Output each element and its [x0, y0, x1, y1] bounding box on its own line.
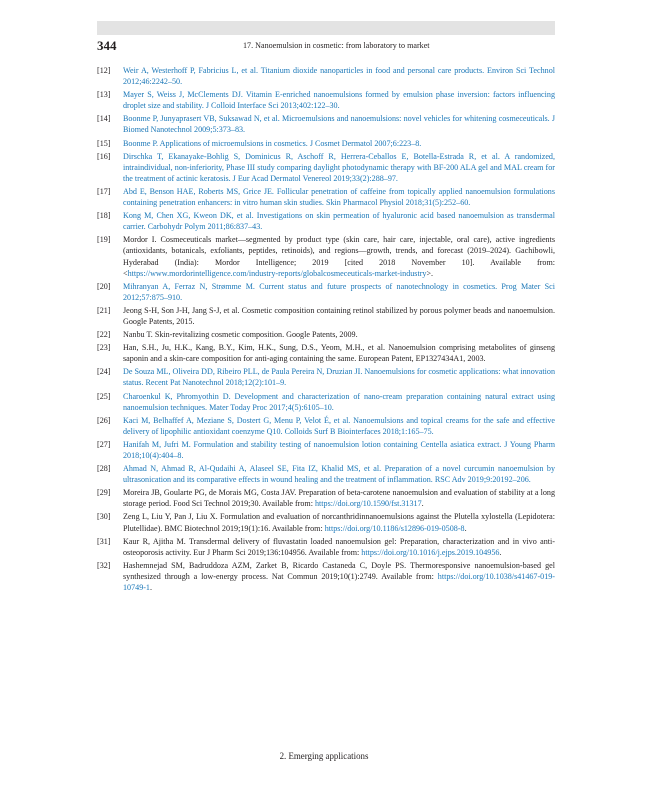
reference-item	[97, 210, 555, 232]
reference-number: [31]	[97, 536, 111, 546]
reference-number: [26]	[97, 415, 111, 425]
reference-number: [28]	[97, 464, 111, 474]
reference-link[interactable]: Hanifah M, Jufri M. Formulation and stability testing of nanoemulsion lotion containing Centella asiatica extract. J Young Pharm 2018;10(4):404–8.	[123, 439, 555, 460]
reference-number: [18]	[97, 211, 111, 221]
reference-item	[97, 415, 555, 437]
reference-number: [16]	[97, 151, 111, 161]
reference-item	[97, 439, 555, 461]
reference-link[interactable]: Abd E, Benson HAE, Roberts MS, Grice JE. Follicular penetration of caffeine from topically applied nanoemulsion formulations containing penetration enhancers: in vitro human skin studies. Skin Pharmacol Physiol 2018;31(5):252–60.	[123, 186, 555, 208]
reference-link[interactable]: Ahmad N, Ahmad R, Al-Qudaihi A, Alaseel SE, Fita IZ, Khalid MS, et al. Preparation of a novel curcumin nanoemulsion by ultrasonication and its comparative effects in wound healing and the treatment of inflammation. RSC Adv 2019;9:20192–206.	[123, 464, 555, 485]
reference-text: Jeong S-H, Son J-H, Jang S-J, et al. Cosmetic composition containing retinol stabilized by porous polymer beads and nanoemulsion. Google Patents, 2015.	[123, 305, 555, 326]
reference-url-link[interactable]: https://doi.org/10.1186/s12896-019-0508-8	[324, 523, 465, 533]
reference-text: Kaur R, Ajitha M. Transdermal delivery of fluvastatin loaded nanoemulsion gel: Preparation, characterization and in vivo anti-osteoporosis activity. Eur J Pharm Sci 2019;136:104956. Available from:	[123, 536, 555, 557]
reference-link[interactable]: Dirschka T, Ekanayake-Bohlig S, Dominicus R, Aschoff R, Herrera-Ceballos E, Botella-Estrada R, et al. A randomized, intraindividual, non-inferiority, Phase III study comparing daylight photodynamic therapy with BF-200 ALA gel and MAL cream for the treatment of actinic keratosis. J Eur Acad Dermatol Venereol 2019;33(2):288–97.	[123, 151, 555, 183]
reference-text-end: .	[149, 583, 153, 593]
reference-url-link[interactable]: https://doi.org/10.1038/s41467-019-10749-1	[123, 571, 555, 593]
reference-list	[97, 65, 555, 595]
reference-item	[97, 511, 555, 533]
reference-link[interactable]: Mihranyan A, Ferraz N, Strømme M. Current status and future prospects of nanotechnology in cosmetics. Prog Mater Sci 2012;57:875–910.	[123, 281, 555, 302]
reference-number: [15]	[97, 138, 111, 148]
reference-link[interactable]: Charoenkul K, Phromyothin D. Development and characterization of nano-cream preparation containing natural extract using nanoemulsion techniques. Mater Today Proc 2017;4(5):6105–10.	[123, 391, 555, 412]
reference-item	[97, 463, 555, 485]
page-number: 344	[97, 38, 117, 53]
reference-link[interactable]: Mayer S, Weiss J, McClements DJ. Vitamin E-enriched nanoemulsions formed by emulsion phase inversion: factors influencing droplet size and stability. J Colloid Interface Sci 2013;402:122–30.	[123, 90, 555, 111]
reference-text-end: .	[464, 523, 467, 533]
reference-item	[97, 391, 555, 413]
reference-number: [29]	[97, 488, 111, 498]
section-footer: 2. Emerging applications	[279, 751, 369, 761]
reference-number: [21]	[97, 305, 111, 315]
reference-number: [32]	[97, 560, 111, 570]
reference-item	[97, 151, 555, 184]
reference-number: [14]	[97, 114, 111, 124]
reference-item	[97, 65, 555, 87]
running-title: 17. Nanoemulsion in cosmetic: from laboratory to market	[243, 41, 430, 50]
reference-text: Hashemnejad SM, Badruddoza AZM, Zarket B, Ricardo Castaneda C, Doyle PS. Thermoresponsive nanoemulsion-based gel synthesized through a low-energy process. Nat Commun 2019;10(1):2749. Available from:	[123, 560, 555, 581]
reference-item	[97, 234, 555, 278]
reference-item	[97, 560, 555, 593]
reference-item	[97, 342, 555, 364]
reference-item	[97, 536, 555, 558]
reference-link[interactable]: Boonme P, Junyaprasert VB, Suksawad N, et al. Microemulsions and nanoemulsions: novel vehicles for whitening cosmeceuticals. J Biomed Nanotechnol 2009;5:373–83.	[123, 114, 555, 135]
reference-text-end: .	[499, 547, 502, 557]
reference-number: [20]	[97, 281, 111, 291]
reference-link[interactable]: De Souza ML, Oliveira DD, Ribeiro PLL, de Paula Pereira N, Druzian JI. Nanoemulsions for cosmetic applications: what innovation status. Recent Pat Nanotechnol 2018;12(2):101–9.	[123, 367, 555, 388]
reference-url-link[interactable]: https://doi.org/10.1016/j.ejps.2019.104956	[361, 547, 500, 557]
reference-number: [13]	[97, 90, 111, 100]
reference-text-end: .	[421, 499, 424, 509]
reference-text: Mordor I. Cosmeceuticals market—segmented by product type (skin care, hair care, injectable, oral care), active ingredients (antioxidants, botanicals, exfoliants, peptides, retinoids), and regions—growth, trends, and forecast (2019–2024). Gachibowli, Hyderabad (India): Mordor Intelligence; 2019 [cited 2018 November 10]. Available from: <	[123, 235, 555, 278]
reference-item	[97, 487, 555, 509]
reference-number: [22]	[97, 330, 111, 340]
reference-item	[97, 366, 555, 388]
reference-link[interactable]: Boonme P. Applications of microemulsions in cosmetics. J Cosmet Dermatol 2007;6:223–8.	[123, 138, 422, 148]
reference-number: [12]	[97, 66, 111, 75]
reference-link[interactable]: Kong M, Chen XG, Kweon DK, et al. Investigations on skin permeation of hyaluronic acid based nanoemulsion as transdermal carrier. Carbohydr Polym 2011;86:837–43.	[123, 211, 555, 232]
reference-url-link[interactable]: https://doi.org/10.1590/fst.31317	[315, 499, 422, 509]
header-band	[97, 21, 555, 35]
reference-text: Moreira JB, Goularte PG, de Morais MG, Costa JAV. Preparation of beta-carotene nanoemulsion and evaluation of stability at a long storage period. Food Sci Technol 2019;30. Available from:	[123, 488, 555, 509]
reference-number: [17]	[97, 186, 111, 196]
reference-item	[97, 305, 555, 327]
reference-item	[97, 281, 555, 303]
reference-link[interactable]: Kaci M, Belhaffef A, Meziane S, Dostert G, Menu P, Velot É, et al. Nanoemulsions and topical creams for the safe and effective delivery of lipophilic antioxidant coenzyme Q10. Colloids Surf B Biointerfaces 2018;1:165–75.	[123, 415, 555, 436]
reference-item	[97, 138, 555, 149]
reference-number: [25]	[97, 391, 111, 401]
reference-text: Zeng L, Liu Y, Pan J, Liu X. Formulation and evaluation of norcanthridinnanoemulsions against the Plutella xylostella (Lepidotera: Plutellidae). BMC Biotechnol 2019;19(1):16. Available from:	[123, 512, 555, 533]
reference-number: [23]	[97, 343, 111, 353]
reference-text: Nanbu T. Skin-revitalizing cosmetic composition. Google Patents, 2009.	[123, 330, 358, 340]
reference-url-link[interactable]: https://www.mordorintelligence.com/industry-reports/globalcosmeceuticals-market-industry	[127, 268, 427, 278]
reference-item	[97, 89, 555, 111]
reference-number: [24]	[97, 367, 111, 377]
reference-number: [27]	[97, 439, 111, 449]
reference-text: Han, S.H., Ju, H.K., Kang, B.Y., Kim, H.K., Sung, D.S., Yeom, M.H., et al. Nanoemulsion comprising metabolites of ginseng saponin and a skin-care composition for anti-aging containing the same. European Patent, EP1327434A1, 2003.	[123, 343, 555, 364]
reference-item	[97, 329, 555, 340]
reference-link[interactable]: Weir A, Westerhoff P, Fabricius L, et al. Titanium dioxide nanoparticles in food and personal care products. Environ Sci Technol 2012;46:2242–50.	[123, 66, 555, 87]
reference-number: [19]	[97, 235, 111, 245]
reference-text-end: >.	[426, 268, 434, 278]
reference-item	[97, 186, 555, 208]
reference-item	[97, 113, 555, 135]
reference-number: [30]	[97, 512, 111, 522]
